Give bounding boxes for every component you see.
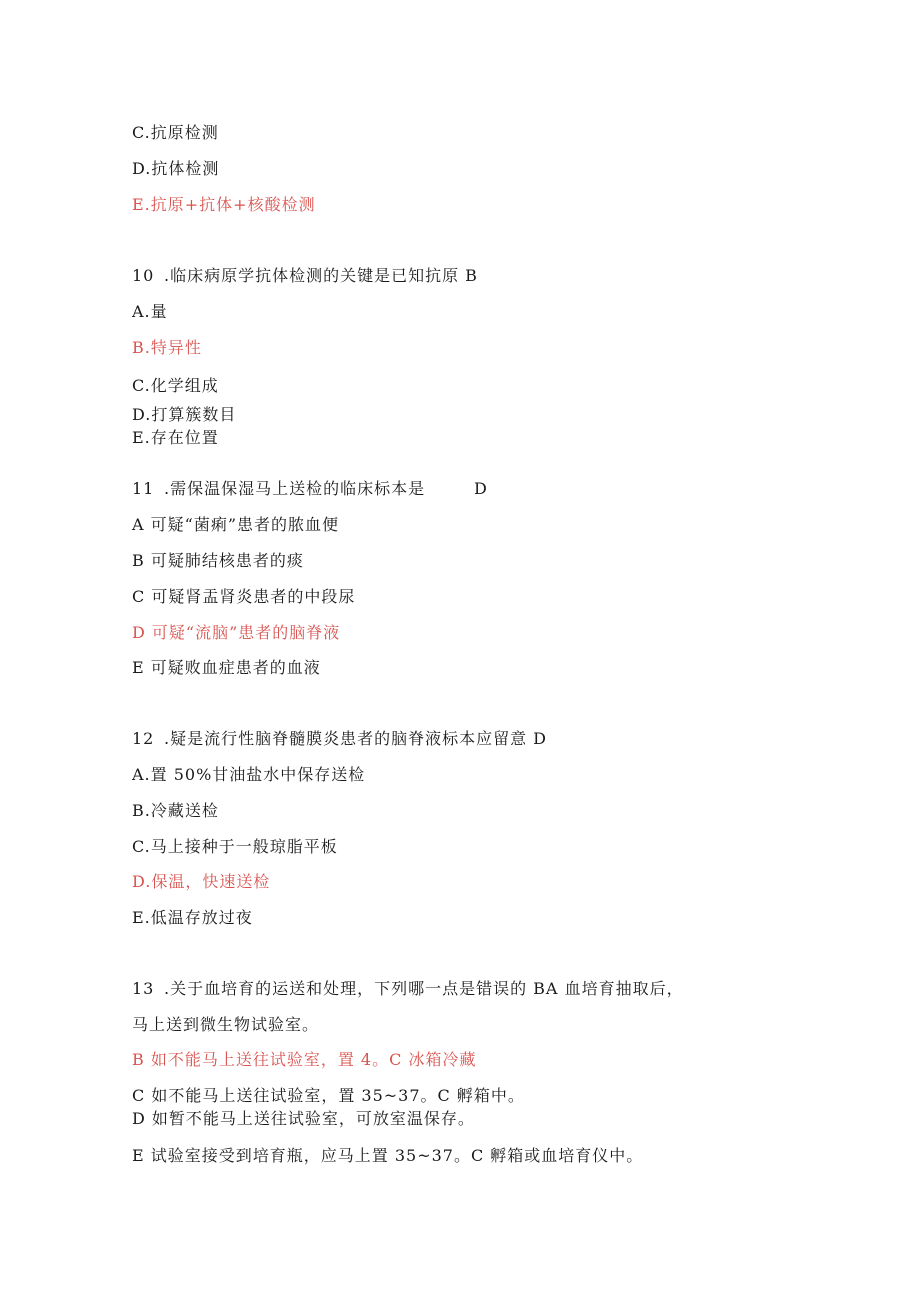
option-a: A.量 [132,302,168,321]
option-d: D.抗体检测 [132,159,220,178]
question-number: 12 [132,729,155,748]
question-stem [132,479,425,499]
option-c: C.马上接种于一般琼脂平板 [132,837,338,856]
question-stem [132,979,684,999]
option-d: D 如暂不能马上送往试验室，可放室温保存。 [132,1109,475,1128]
question-stem [132,729,547,749]
question-text: .疑是流行性脑脊髓膜炎患者的脑脊液标本应留意 D [164,729,548,748]
option-a: A 可疑“菌痢”患者的脓血便 [132,515,340,534]
option-b-correct: B.特异性 [132,338,202,357]
question-text: .关于血培育的运送和处理，下列哪一点是错误的 BA 血培育抽取后， [164,979,684,998]
option-b-correct: B 如不能马上送往试验室，置 4。C 冰箱冷藏 [132,1050,477,1069]
option-c: C 可疑肾盂肾炎患者的中段尿 [132,587,356,606]
option-b: B 可疑肺结核患者的痰 [132,551,304,570]
option-e: E 试验室接受到培育瓶，应马上置 35~37。C 孵箱或血培育仪中。 [132,1146,644,1165]
option-e: E.存在位置 [132,428,219,447]
question-number: 11 [132,479,155,498]
answer-key: D [474,479,488,498]
option-c: C 如不能马上送往试验室，置 35~37。C 孵箱中。 [132,1086,525,1105]
option-e-correct: E.抗原+抗体+核酸检测 [132,195,316,214]
option-e: E 可疑败血症患者的血液 [132,658,321,677]
option-d-correct: D.保温，快速送检 [132,872,271,891]
option-d-correct: D 可疑“流脑”患者的脑脊液 [132,623,341,642]
question-stem [132,266,478,286]
question-number: 10 [132,266,155,285]
option-d: D.打算簇数目 [132,405,237,424]
option-c: C.抗原检测 [132,123,219,142]
option-b: B.冷藏送检 [132,801,219,820]
option-c: C.化学组成 [132,376,219,395]
option-e: E.低温存放过夜 [132,908,253,927]
question-text: .临床病原学抗体检测的关键是已知抗原 B [164,266,478,285]
question-number: 13 [132,979,155,998]
question-stem-continued: 马上送到微生物试验室。 [132,1015,320,1034]
question-text: .需保温保湿马上送检的临床标本是 [164,479,426,498]
option-a: A.置 50%甘油盐水中保存送检 [132,765,366,784]
